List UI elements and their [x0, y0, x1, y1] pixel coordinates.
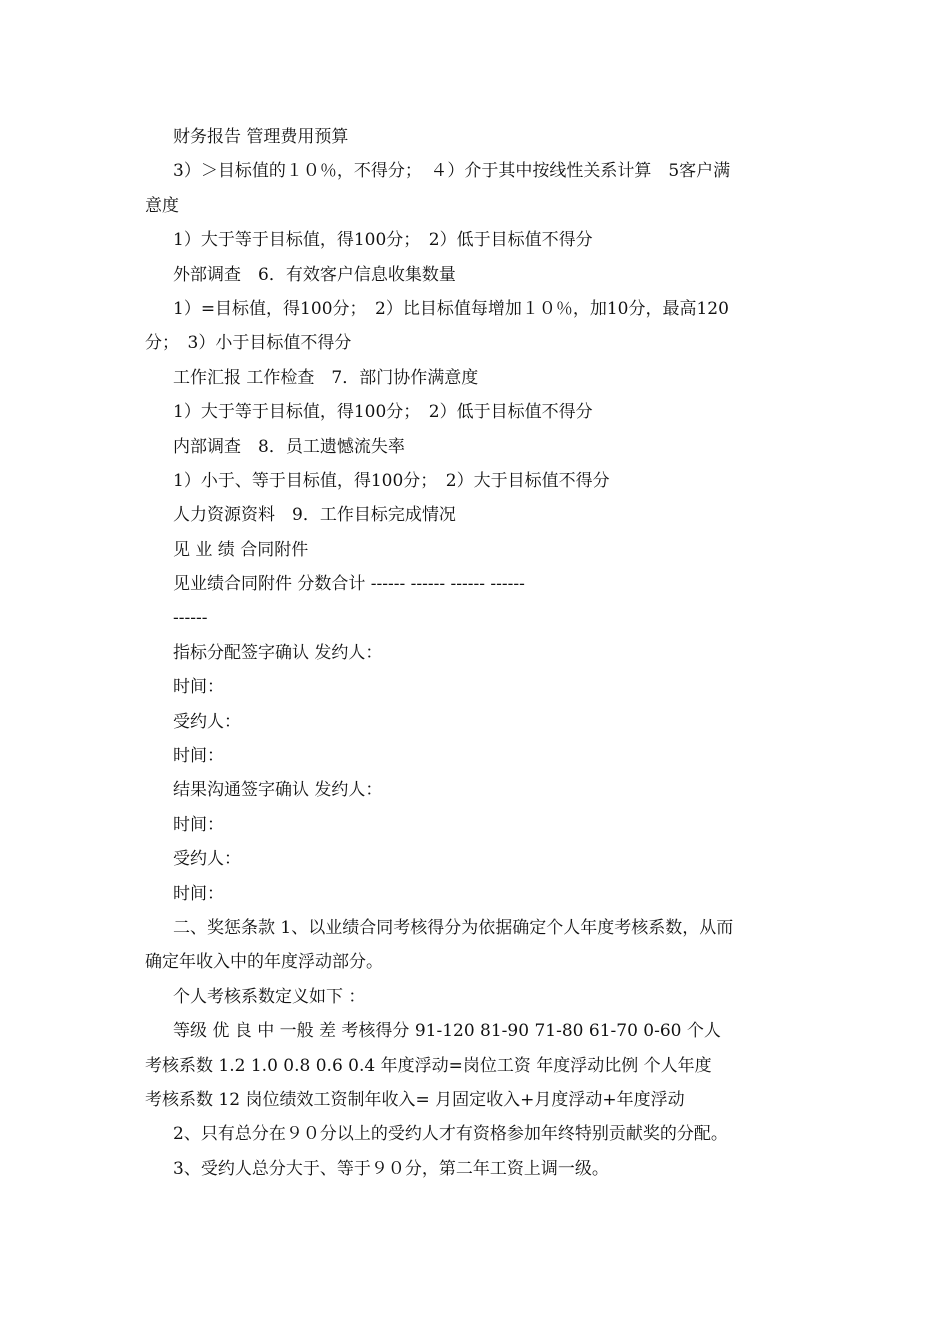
text-line: 考核系数 12 岗位绩效工资制年收入= 月固定收入+月度浮动+年度浮动 — [145, 1089, 685, 1110]
text-line: 指标分配签字确认 发约人： — [173, 642, 383, 663]
text-line: 分； 3）小于目标值不得分 — [145, 333, 352, 354]
text-line: 等级 优 良 中 一般 差 考核得分 91-120 81-90 71-80 61-70 0-60 个人 — [173, 1021, 721, 1042]
text-line: 受约人： — [173, 849, 241, 870]
document-body — [145, 120, 810, 1186]
text-line: 1）小于、等于目标值，得100分； 2）大于目标值不得分 — [173, 470, 610, 491]
text-line: 意度 — [145, 195, 179, 216]
text-line: 1）=目标值，得100分； 2）比目标值每增加１０％，加10分，最高120 — [173, 298, 729, 319]
text-line: 工作汇报 工作检查 7．部门协作满意度 — [173, 367, 479, 388]
text-line: 外部调查 6．有效客户信息收集数量 — [173, 264, 456, 285]
text-line: 确定年收入中的年度浮动部分。 — [145, 952, 383, 973]
text-line: 时间： — [173, 814, 224, 835]
text-line: 内部调查 8．员工遗憾流失率 — [173, 436, 405, 457]
text-line: 人力资源资料 9．工作目标完成情况 — [173, 505, 456, 526]
text-line: 二、奖惩条款 1、以业绩合同考核得分为依据确定个人年度考核系数，从而 — [173, 917, 734, 938]
text-line: 考核系数 1.2 1.0 0.8 0.6 0.4 年度浮动=岗位工资 年度浮动比例 个人年度 — [145, 1055, 712, 1076]
text-line: 时间： — [173, 883, 224, 904]
text-line: 2、只有总分在９０分以上的受约人才有资格参加年终特别贡献奖的分配。 — [173, 1124, 728, 1145]
text-line: 见业绩合同附件 分数合计 ------ ------ ------ ------ — [173, 574, 525, 595]
text-line: 个人考核系数定义如下 ： — [173, 986, 366, 1007]
text-line: 时间： — [173, 746, 224, 767]
text-line: 结果沟通签字确认 发约人： — [173, 780, 383, 801]
text-line: 3、受约人总分大于、等于９０分，第二年工资上调一级。 — [173, 1158, 609, 1179]
text-line: ------ — [173, 608, 208, 629]
text-line: 财务报告 管理费用预算 — [173, 127, 349, 147]
text-line: 时间： — [173, 677, 224, 698]
text-line: 见 业 绩 合同附件 — [173, 539, 309, 560]
text-line: 3）＞目标值的１０％，不得分； ４）介于其中按线性关系计算 5客户满 — [173, 161, 731, 182]
text-line: 受约人： — [173, 711, 241, 732]
text-line: 1）大于等于目标值，得100分； 2）低于目标值不得分 — [173, 402, 593, 423]
text-line: 1）大于等于目标值，得100分； 2）低于目标值不得分 — [173, 230, 593, 251]
